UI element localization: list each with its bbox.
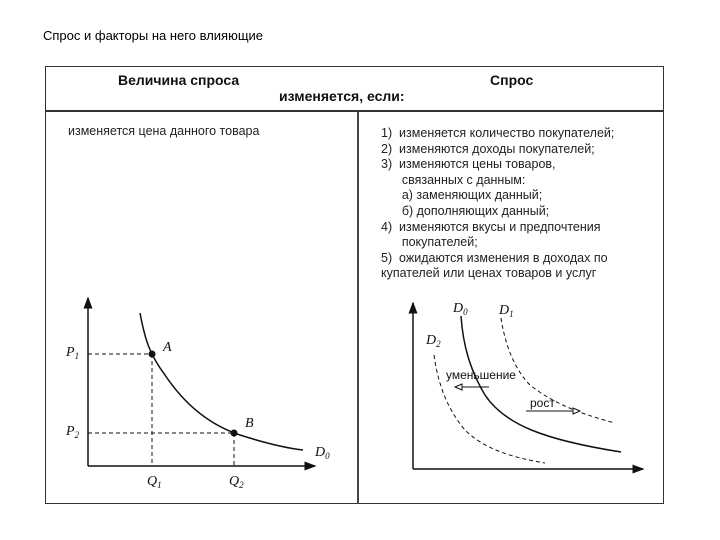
p1-label: $P_1$	[66, 345, 80, 361]
point-b-label: B	[245, 416, 254, 431]
point-a-marker	[149, 351, 156, 358]
header-left: Величина спроса	[118, 72, 240, 88]
q1-label: $Q_1$	[147, 474, 162, 490]
left-demand-graph	[65, 298, 330, 490]
list-item: 1) изменяется количество покупателей;	[381, 126, 615, 140]
list-item: связанных с данным:	[381, 172, 526, 187]
list-item: б) дополняющих данный;	[381, 203, 550, 218]
d2-label: $D_2$	[426, 333, 441, 349]
list-item: 3) изменяются цены товаров,	[381, 157, 556, 172]
d0-label: $D_0$	[315, 445, 330, 461]
point-b-marker	[231, 430, 238, 437]
list-item: 5) ожидаются изменения в доходах по	[381, 250, 608, 265]
p2-label: $P_2$	[66, 424, 80, 440]
d0-label: $D_0$	[453, 301, 468, 317]
header-right: Спрос	[490, 72, 534, 88]
demand-curve-d1	[501, 318, 615, 423]
increase-label: рост	[530, 396, 555, 410]
right-demand-shift-graph	[413, 301, 643, 469]
header-center: изменяется, если:	[279, 88, 405, 104]
left-cell-text: изменяется цена данного товара	[68, 124, 260, 138]
list-item: 2) изменяются доходы покупателей;	[381, 141, 595, 156]
slide-title: Спрос и факторы на него влияющие	[43, 28, 264, 43]
q2-label: $Q_2$	[229, 474, 244, 490]
list-item: покупателей;	[381, 235, 478, 250]
demand-curve-d0	[461, 316, 621, 452]
list-item: а) заменяющих данный;	[381, 188, 543, 203]
decrease-label: уменьшение	[446, 368, 516, 382]
list-item: купателей или ценах товаров и услуг	[381, 266, 597, 281]
demand-curve-d0	[140, 313, 303, 450]
point-a-label: A	[163, 340, 172, 355]
list-item: 4) изменяются вкусы и предпочтения	[381, 219, 601, 234]
d1-label: $D_1$	[499, 303, 514, 319]
